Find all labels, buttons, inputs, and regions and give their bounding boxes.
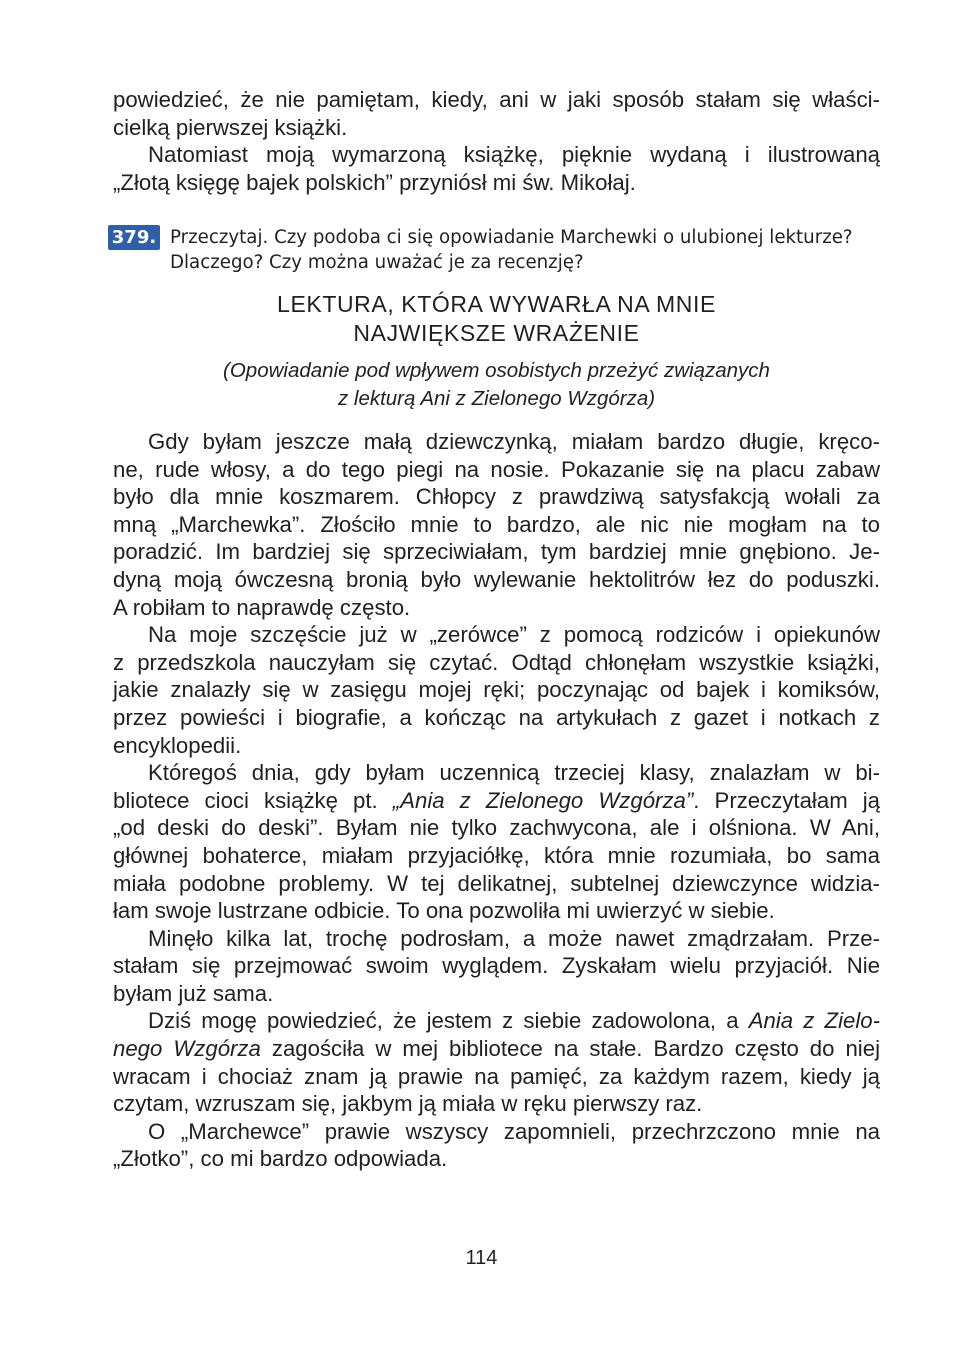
text-line: mną „Marchewka”. Złościło mnie to bardzo, ale nic nie mogłam na to (113, 511, 880, 537)
text-line: Minęło kilka lat, trochę podrosłam, a może nawet zmądrzałam. Prze- (148, 925, 880, 951)
exercise-line: Dlaczego? Czy można uważać je za recenzję? (170, 252, 584, 273)
text-line: Natomiast moją wymarzoną książkę, pięknie wydaną i ilustrowaną (148, 142, 880, 168)
text-line: Gdy byłam jeszcze małą dziewczynką, miałam bardzo długie, kręco- (148, 429, 880, 454)
text-line (113, 1035, 880, 1063)
subtitle-line: (Opowiadanie pod wpływem osobistych przeżyć związanych (223, 359, 770, 382)
text-line: łam swoje lustrzane odbicie. To ona pozwoliła mi uwierzyć w siebie. (113, 898, 775, 924)
text-line: powiedzieć, że nie pamiętam, kiedy, ani w jaki sposób stałam się właści- (113, 87, 880, 112)
text-line: „Złotko”, co mi bardzo odpowiada. (113, 1146, 448, 1172)
text-line: Na moje szczęście już w „zerówce” z pomocą rodziców i opiekunów (148, 622, 880, 648)
text-line: przez powieści i biografie, a kończąc na artykułach z gazet i notkach z (113, 704, 880, 730)
title-line: LEKTURA, KTÓRA WYWARŁA NA MNIE (277, 291, 716, 317)
intro-paragraphs (113, 86, 880, 196)
text-line: poradzić. Im bardziej się sprzeciwiałam, tym bardziej mnie gnębiono. Je- (113, 539, 880, 565)
story-body (113, 428, 880, 1173)
text-line: głównej bohaterce, miałam przyjaciółkę, która mnie rozumiała, bo sama (113, 842, 880, 868)
text-line: czytam, wzruszam się, jakbym ją miała w ręku pierwszy raz. (113, 1091, 703, 1117)
text-line: byłam już sama. (113, 980, 274, 1006)
text-line: jakie znalazły się w zasięgu mojej ręki; poczynając od bajek i komiksów, (113, 677, 880, 703)
text-line: z przedszkola nauczyłam się czytać. Odtąd chłonęłam wszystkie książki, (113, 649, 880, 675)
text-line: stałam się przejmować swoim wyglądem. Zyskałam wielu przyjaciół. Nie (113, 953, 880, 979)
text-line: „Złotą księgę bajek polskich” przyniósł mi św. Mikołaj. (113, 169, 636, 195)
text-line: ne, rude włosy, a do tego piegi na nosie. Pokazanie się na placu zabaw (113, 456, 880, 482)
subtitle-line: z lekturą Ani z Zielonego Wzgórza) (337, 387, 656, 410)
text-line: cielką pierwszej książki. (113, 114, 348, 140)
exercise-instruction (170, 225, 882, 275)
text-line: „od deski do deski”. Byłam nie tylko zachwycona, ale i olśniona. W Ani, (113, 815, 880, 841)
text-segment: . Przeczytałam ją (693, 787, 881, 813)
text-line: wracam i chociaż znam ją prawie na pamięć, za każdym razem, kiedy ją (113, 1063, 880, 1089)
book-title-italic: nego Wzgórza (113, 1036, 261, 1062)
text-segment: bliotece cioci książkę pt. (113, 787, 393, 813)
text-line (113, 787, 880, 815)
story-subtitle (113, 357, 880, 413)
text-line: było dla mnie koszmarem. Chłopcy z prawdziwą satysfakcją wołali za (113, 484, 880, 510)
book-title-italic: Ania z Zielo- (748, 1008, 881, 1034)
story-title (113, 290, 880, 348)
page-number: 114 (465, 1247, 498, 1269)
text-line: Któregoś dnia, gdy byłam uczennicą trzeciej klasy, znalazłam w bi- (148, 760, 880, 786)
text-line: encyklopedii. (113, 732, 242, 758)
book-title-italic: „Ania z Zielonego Wzgórza” (392, 787, 694, 813)
text-segment: Dziś mogę powiedzieć, że jestem z siebie zadowolona, a (148, 1008, 749, 1034)
text-line: O „Marchewce” prawie wszyscy zapomnieli, przechrzczono mnie na (148, 1118, 880, 1144)
text-line: miała podobne problemy. W tej delikatnej, subtelnej dziewczynce widzia- (113, 870, 880, 896)
text-segment: zagościła w mej bibliotece na stałe. Bardzo często do niej (260, 1036, 880, 1062)
text-line (113, 1007, 880, 1035)
exercise-line: Przeczytaj. Czy podoba ci się opowiadanie Marchewki o ulubionej lekturze? (170, 227, 853, 248)
text-line: dyną moją ówczesną bronią było wylewanie hektolitrów łez do poduszki. (113, 566, 880, 592)
title-line: NAJWIĘKSZE WRAŻENIE (353, 320, 640, 346)
exercise-number-badge: 379. (108, 225, 160, 250)
text-line: A robiłam to naprawdę często. (113, 594, 411, 620)
